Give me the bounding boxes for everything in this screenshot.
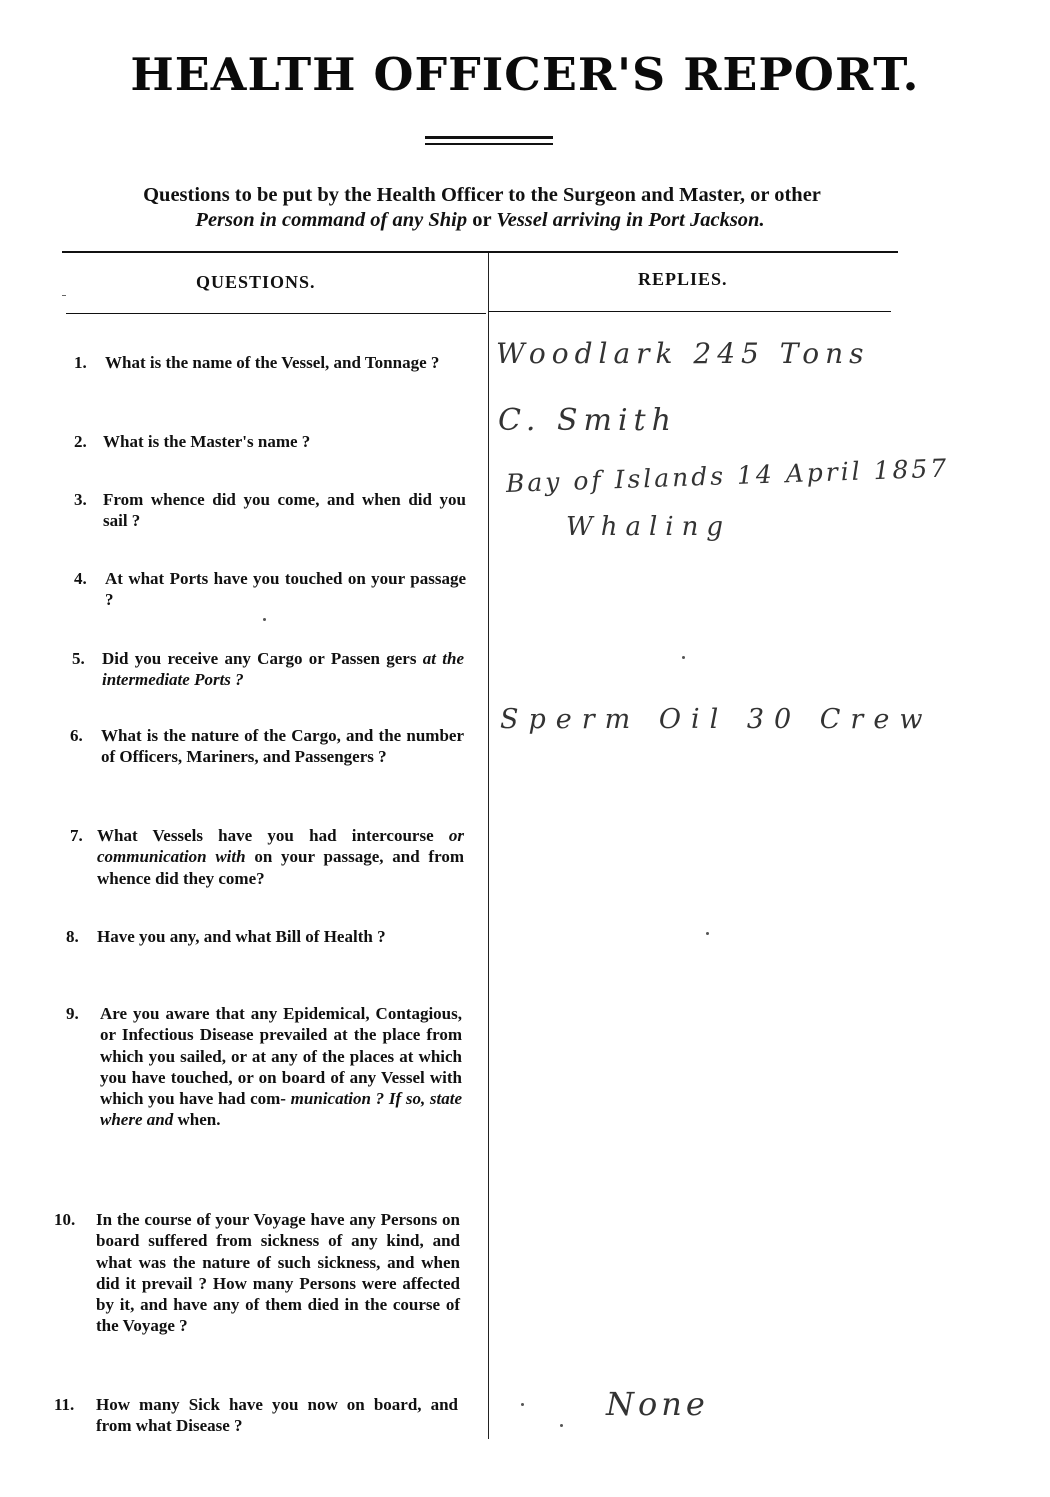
reply-vessel-tonnage: Woodlark 245 Tons [496,337,870,370]
reply-sailing-purpose: Whaling [566,512,731,542]
question-text [100,1003,462,1131]
question-number: 1. [74,353,87,372]
question-7 [70,825,464,889]
question-text-part: Are you aware that any Epidemical, Contagious, or Infectious Disease prevailed at the place from which you sailed, or at any of the places at which you have touched, or on board of any Vessel with which you have had com- [100,1004,462,1109]
question-text: At what Ports have you touched on your passage ? [105,569,466,610]
question-text: What is the nature of the Cargo, and the number of Officers, Mariners, and Passengers ? [101,726,464,767]
question-text-part: What Vessels have you had intercourse [97,826,449,845]
question-text-part: when. [173,1110,221,1130]
subtitle-plain: or [467,209,497,231]
question-text: What is the name of the Vessel, and Tonnage ? [105,353,440,372]
reply-origin-date: Bay of Islands 14 April 1857 [505,453,950,498]
title-rule-lower [425,143,553,145]
question-4 [74,568,466,611]
question-number: 6. [70,726,83,745]
scan-speck [263,618,266,621]
question-text: In the course of your Voyage have any Persons on board suffered from sickness of any kind, and what was the nature of such sickness, and when did it prevail ? How many Persons were affected by it, and have any of them died in the course of the Voyage ? [96,1210,460,1336]
question-number: 8. [66,927,79,946]
question-number: 7. [70,826,83,845]
question-8 [66,926,464,947]
scan-speck [706,932,709,935]
header-rule-right [489,311,891,312]
question-text-italic: or communication with [97,826,464,867]
question-1 [74,352,466,373]
question-text: From whence did you come, and when did you sail ? [103,490,466,531]
subtitle-italic-b: Vessel arriving in Port Jackson. [496,209,765,231]
question-text-part: on your passage, and from whence did they come? [97,847,464,888]
question-5 [72,648,464,691]
question-number: 11. [54,1395,75,1414]
column-divider [488,253,489,1439]
question-9 [66,1003,462,1131]
question-text-italic: at the intermediate Ports ? [102,649,465,690]
question-3 [74,489,466,532]
question-text-part: Did you receive any Cargo or Passen gers [102,649,423,668]
question-number: 3. [74,490,87,509]
question-2 [74,431,466,452]
question-6 [70,725,464,768]
question-text-italic: munication ? If so, state where and [100,1089,463,1130]
scan-speck [521,1403,524,1406]
subtitle-line-1: Questions to be put by the Health Officer to the Surgeon and Master, or other [143,184,821,206]
question-number: 2. [74,432,87,451]
table-top-rule [62,251,898,253]
question-number: 9. [66,1004,79,1023]
question-text [102,648,464,691]
scan-speck [682,656,685,659]
question-number: 5. [72,649,85,668]
question-text: What is the Master's name ? [103,432,311,451]
question-10 [54,1209,460,1337]
question-number: 10. [54,1210,76,1229]
reply-sick-on-board: None [606,1385,709,1423]
table-left-tick [62,295,66,296]
reply-master-name: C. Smith [498,403,677,438]
page-title: HEALTH OFFICER'S REPORT. [130,48,920,101]
questions-header: QUESTIONS. [196,272,316,292]
replies-header: REPLIES. [638,269,728,289]
question-text [97,825,464,889]
question-11 [54,1394,458,1437]
question-text: Have you any, and what Bill of Health ? [97,927,386,946]
reply-cargo-crew: Sperm Oil 30 Crew [500,704,933,735]
question-text: How many Sick have you now on board, and from what Disease ? [96,1395,458,1436]
scan-speck [560,1424,563,1427]
question-number: 4. [74,569,87,588]
subtitle-line-2 [30,208,930,233]
title-rule-upper [425,136,553,139]
subtitle-italic-a: Person in command of any Ship [195,209,468,231]
header-rule-left [66,313,486,314]
